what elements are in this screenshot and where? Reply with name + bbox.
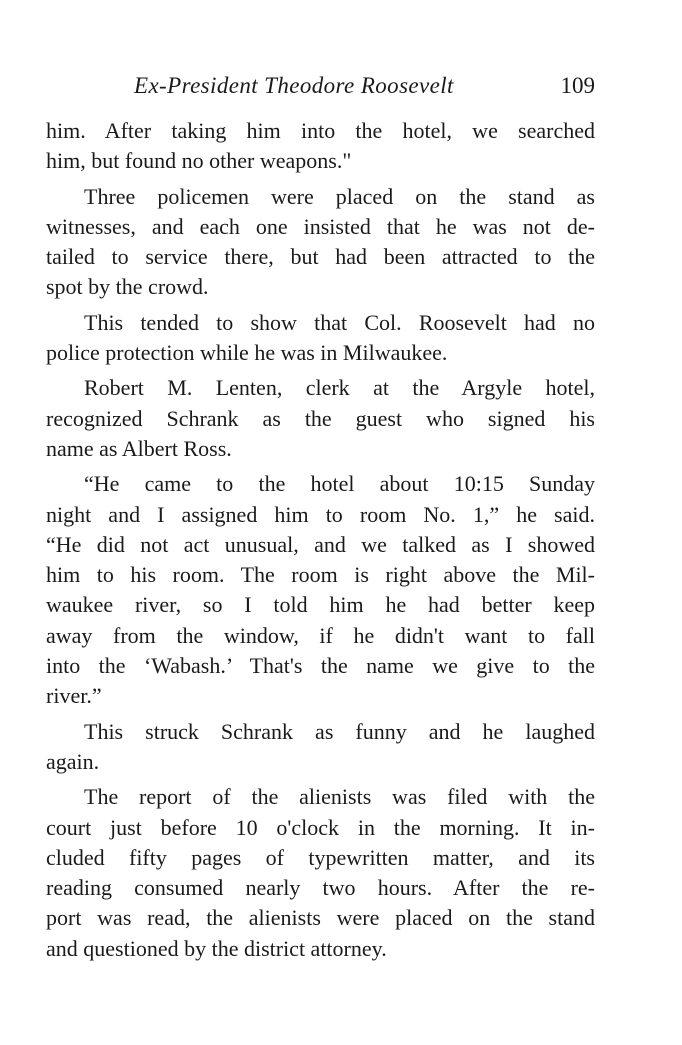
text-line: This tended to show that Col. Roosevelt had no — [84, 309, 595, 335]
text-line: and questioned by the district attorney. — [46, 935, 387, 961]
text-line: court just before 10 o'clock in the morning. It in- — [46, 814, 595, 840]
text-line: “He came to the hotel about 10:15 Sunday — [84, 471, 595, 497]
paragraph — [46, 717, 595, 778]
text-line: tailed to service there, but had been attracted to the — [46, 244, 595, 270]
text-line: into the ‘Wabash.’ That's the name we give to the — [46, 653, 595, 679]
text-line: river.” — [46, 683, 102, 709]
text-line: reading consumed nearly two hours. After the re- — [46, 875, 595, 901]
text-line: police protection while he was in Milwaukee. — [46, 340, 448, 366]
running-title: Ex-President Theodore Roosevelt — [134, 73, 454, 98]
running-head — [46, 70, 595, 102]
text-line: him. After taking him into the hotel, we searched — [46, 118, 595, 143]
paragraph — [46, 469, 595, 711]
body-text — [46, 116, 595, 969]
text-line: witnesses, and each one insisted that he was not de- — [46, 213, 595, 239]
text-line: port was read, the alienists were placed on the stand — [46, 905, 595, 931]
paragraph — [46, 308, 595, 369]
text-line: spot by the crowd. — [46, 274, 209, 300]
text-line: waukee river, so I told him he had better keep — [46, 592, 595, 618]
text-line: him to his room. The room is right above the Mil- — [46, 562, 595, 588]
text-line: “He did not act unusual, and we talked as I showed — [46, 531, 595, 557]
paragraph — [46, 782, 595, 964]
paragraph — [46, 182, 595, 303]
text-line: recognized Schrank as the guest who signed his — [46, 405, 595, 431]
text-line: Three policemen were placed on the stand as — [84, 183, 595, 209]
paragraph — [46, 116, 595, 177]
text-line: again. — [46, 748, 100, 774]
text-line: name as Albert Ross. — [46, 435, 232, 461]
text-line: him, but found no other weapons." — [46, 148, 352, 174]
text-line: night and I assigned him to room No. 1,” he said. — [46, 501, 595, 527]
text-line: away from the window, if he didn't want to fall — [46, 622, 595, 648]
text-line: This struck Schrank as funny and he laughed — [84, 718, 595, 744]
paragraph — [46, 373, 595, 464]
text-line: The report of the alienists was filed with the — [84, 784, 595, 810]
page-number: 109 — [560, 73, 595, 98]
text-line: cluded fifty pages of typewritten matter, and its — [46, 844, 595, 870]
text-line: Robert M. Lenten, clerk at the Argyle hotel, — [84, 375, 595, 401]
